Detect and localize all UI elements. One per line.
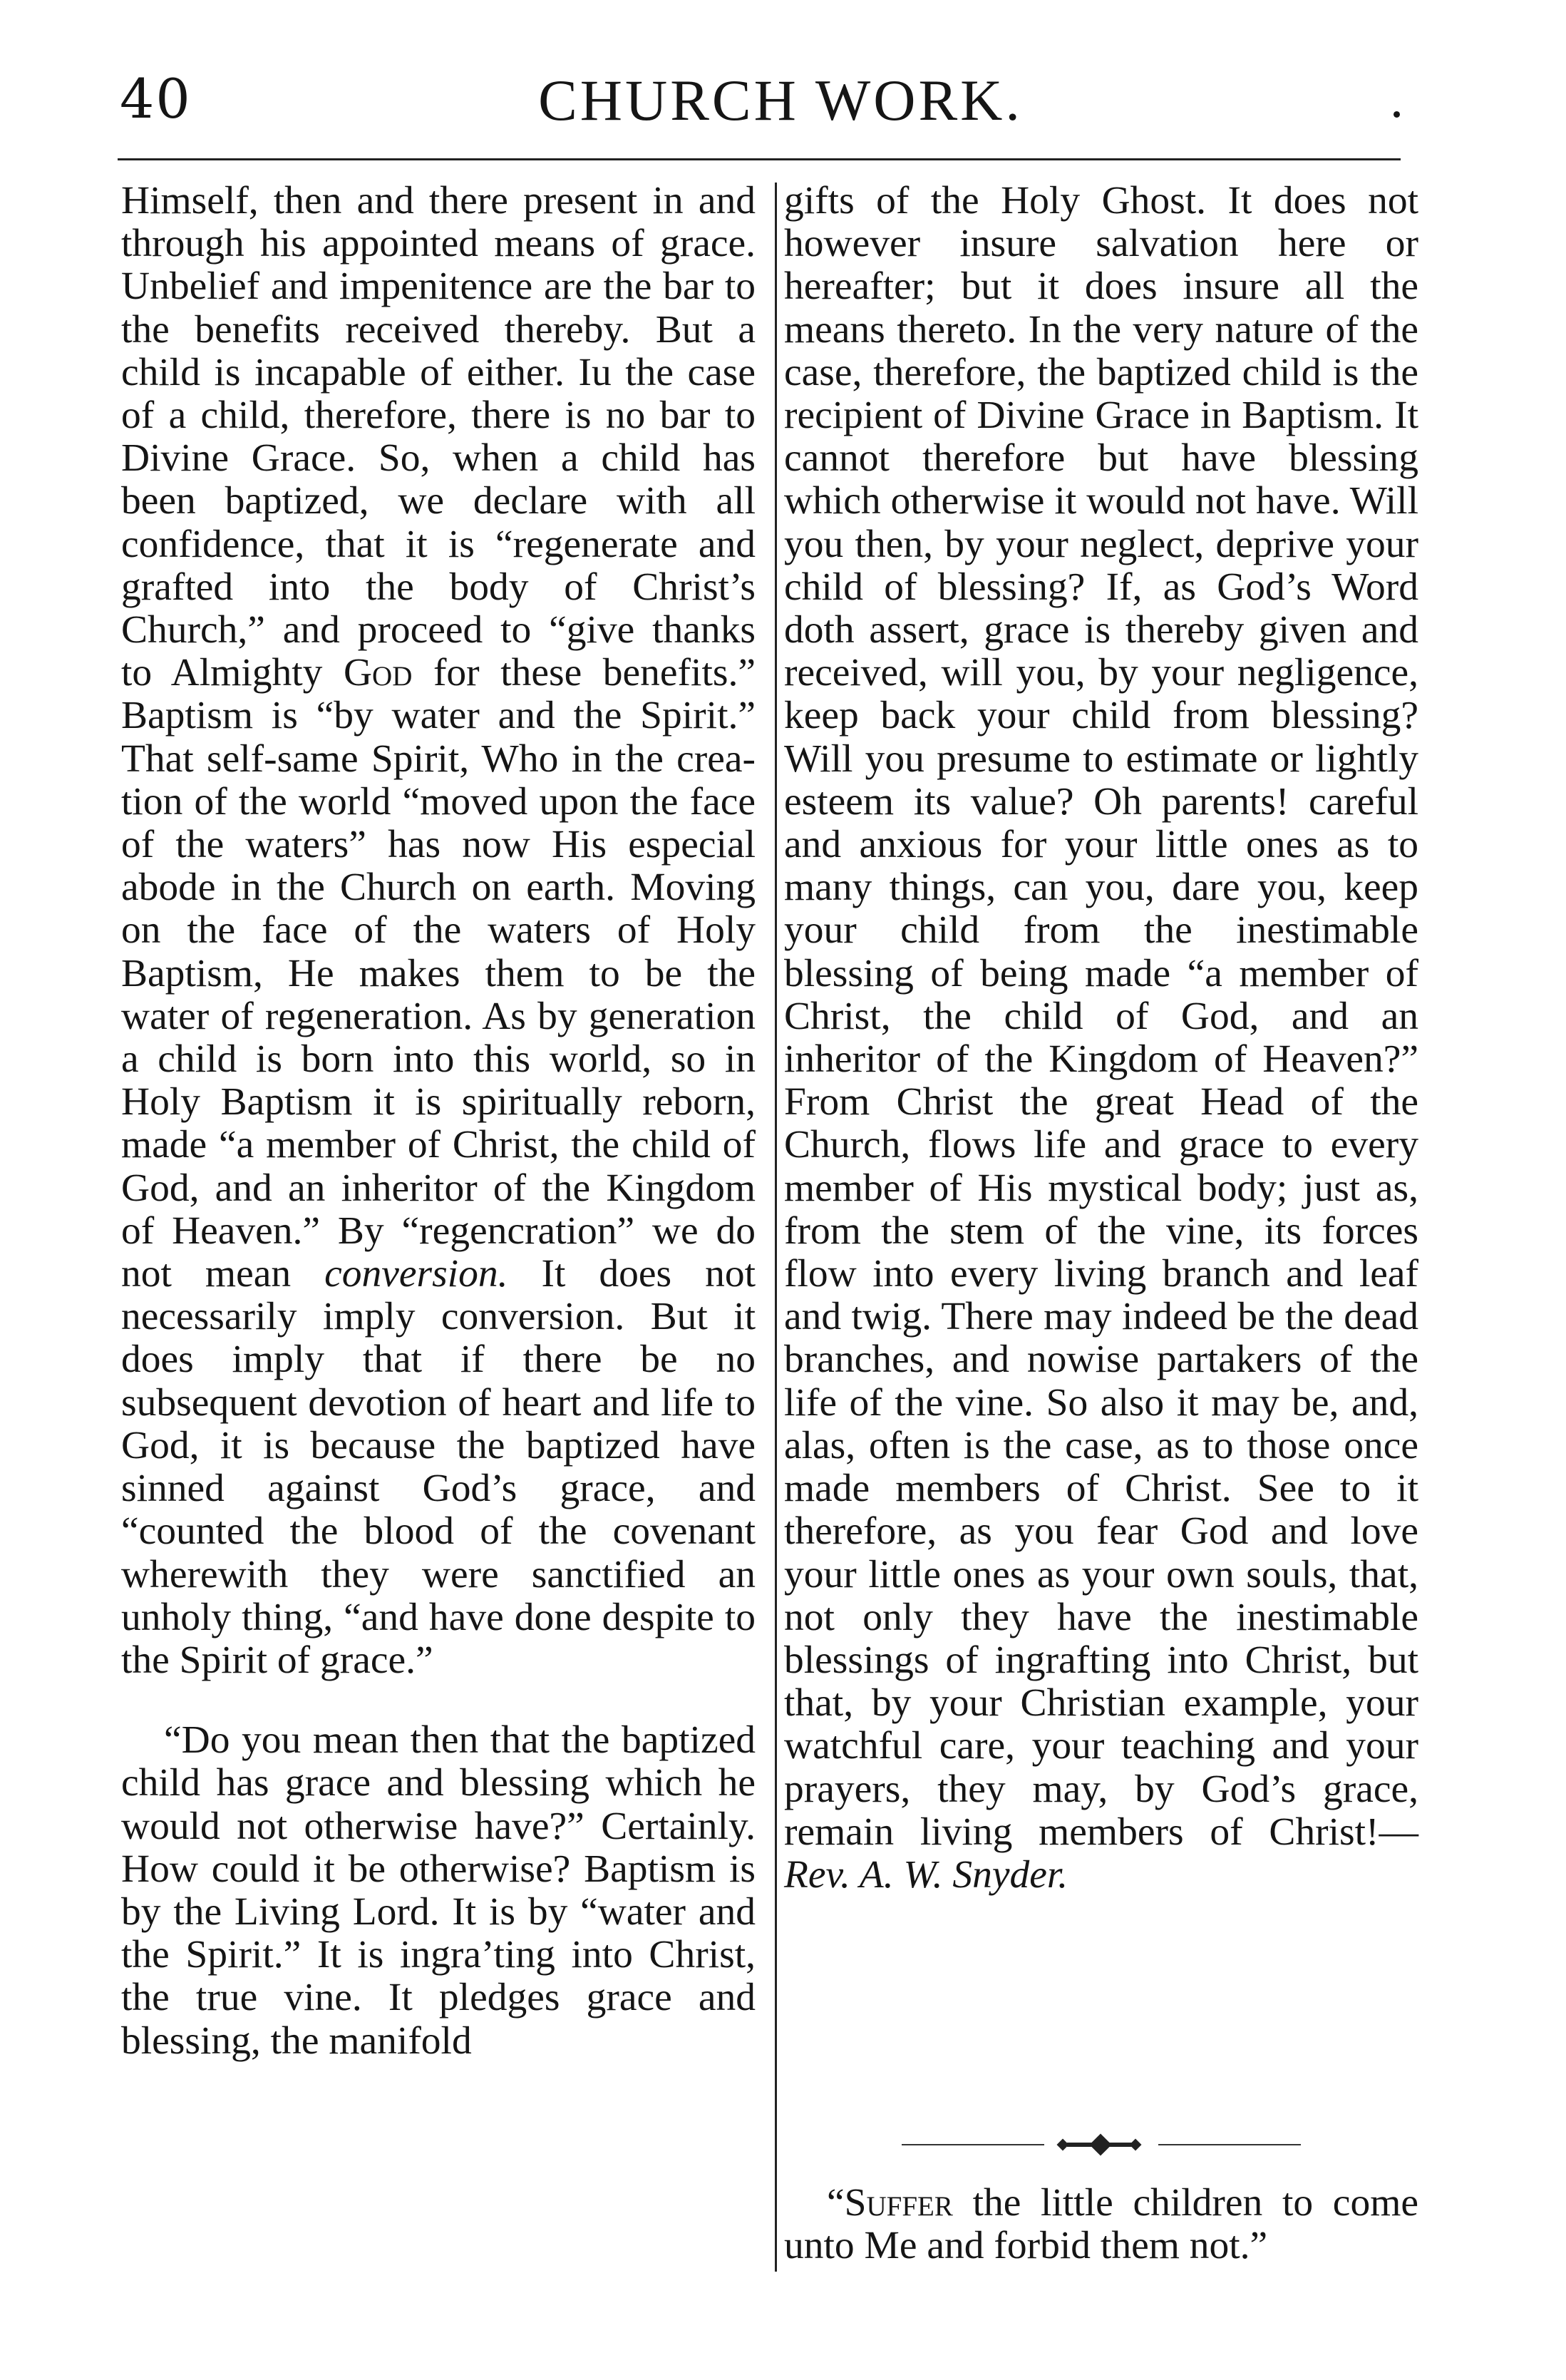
author-attribution: Rev. A. W. Snyder. (784, 1852, 1068, 1897)
section-ornament (902, 2136, 1301, 2153)
page-header (114, 60, 1403, 138)
left-column (121, 180, 756, 2063)
page-number: 40 (120, 67, 192, 130)
ornament-line-left (902, 2144, 1044, 2145)
left-p1-text-c: It does not necessarily imply conversion. But it does imply that if there be no subsequent devotion of heart and life to God, it is because the baptized have sinned against God’s grace, and “counted the blood of the covenant wherewith they were sanctified an unholy thing, “and have done despite to the Spirit of grace.” (121, 1252, 756, 1682)
ornament-diamond-icon (1089, 2133, 1111, 2155)
ornament-diamond-icon (1057, 2139, 1069, 2151)
right-column (784, 180, 1418, 1897)
left-p1-god-smallcaps: God (343, 651, 413, 695)
column-divider (775, 183, 777, 2272)
left-p1-text-b: for these benefits.” Baptism is “by water and the Spirit.” That self-same Spirit, Who in the creation of the world “moved upon the face of the waters” has now His especial abode in the Church on earth. Moving on the face of the waters of Holy Baptism, He makes them to be the water of regeneration. As by generation a child is born into this world, so in Holy Baptism it is spiritually reborn, made “a member of Christ, the child of God, and an inheritor of the Kingdom of Heaven.” By “regencration” we do not mean (121, 651, 756, 1296)
quote-text: the little children to come unto Me and forbid them not.” (784, 2181, 1418, 2268)
header-dot: . (1390, 69, 1403, 129)
left-p1-text-a: Himself, then and there present in and through his appointed means of grace. Unbelief and impenitence are the bar to the benefits received thereby. But a child is incapable of either. Iu the case of a child, therefore, there is no bar to Divine Grace. So, when a child has been baptized, we declare with all confidence, that it is “regenerate and grafted into the body of Christ’s Church,” and proceed to “give thanks to Almighty (121, 179, 756, 695)
left-p1-italic-conversion: conversion. (324, 1252, 508, 1296)
left-paragraph-1 (121, 180, 756, 1682)
right-paragraph-1 (784, 180, 1418, 1897)
ornament-diamond-icon (1130, 2139, 1142, 2151)
right-p1-text: gifts of the Holy Ghost. It does not however insure salvation here or hereafter; but it does insure all the means thereto. In the very nature of the case, therefore, the baptized child is the recipient of Divine Grace in Baptism. It cannot therefore but have blessing which otherwise it would not have. Will you then, by your neglect, deprive your child of blessing? If, as God’s Word doth assert, grace is thereby given and received, will you, by your negligence, keep back your child from blessing? Will you presume to estimate or lightly esteem its value? Oh parents! careful and anxious for your little ones as to many things, can you, dare you, keep your child from the inestimable blessing of being made “a member of Christ, the child of God, and an inheritor of the Kingdom of Heaven?” From Christ the great Head of the Church, flows life and grace to every member of His mystical body; just as, from the stem of the vine, its forces flow into every living branch and leaf and twig. There may indeed be the dead branches, and nowise partakers of the life of the vine. So also it may be, and, alas, often is the case, as to those once made members of Christ. See to it therefore, as you fear God and love your little ones as your own souls, that, not only they have the inestimable blessings of ingrafting into Christ, but that, by your Christian example, your watchful care, your teaching and your prayers, they may, by God’s grace, remain living members of Christ!— (784, 179, 1418, 1854)
ornament-line-right (1158, 2144, 1301, 2145)
left-paragraph-2: “Do you mean then that the baptized child has grace and blessing which he would not otherwise have?” Certainly. How could it be otherwise? Baptism is by the Living Lord. It is by “water and the Spirit.” It is ingra’ting into Christ, the true vine. It pledges grace and blessing, the manifold (121, 1718, 756, 2063)
quote-paragraph (784, 2182, 1418, 2267)
quote-lead-smallcaps: “Suffer (827, 2181, 953, 2225)
running-title (114, 67, 1397, 134)
header-rule (118, 158, 1401, 160)
running-title-text: CHURCH WORK. (538, 68, 1023, 133)
closing-quote (784, 2182, 1418, 2267)
